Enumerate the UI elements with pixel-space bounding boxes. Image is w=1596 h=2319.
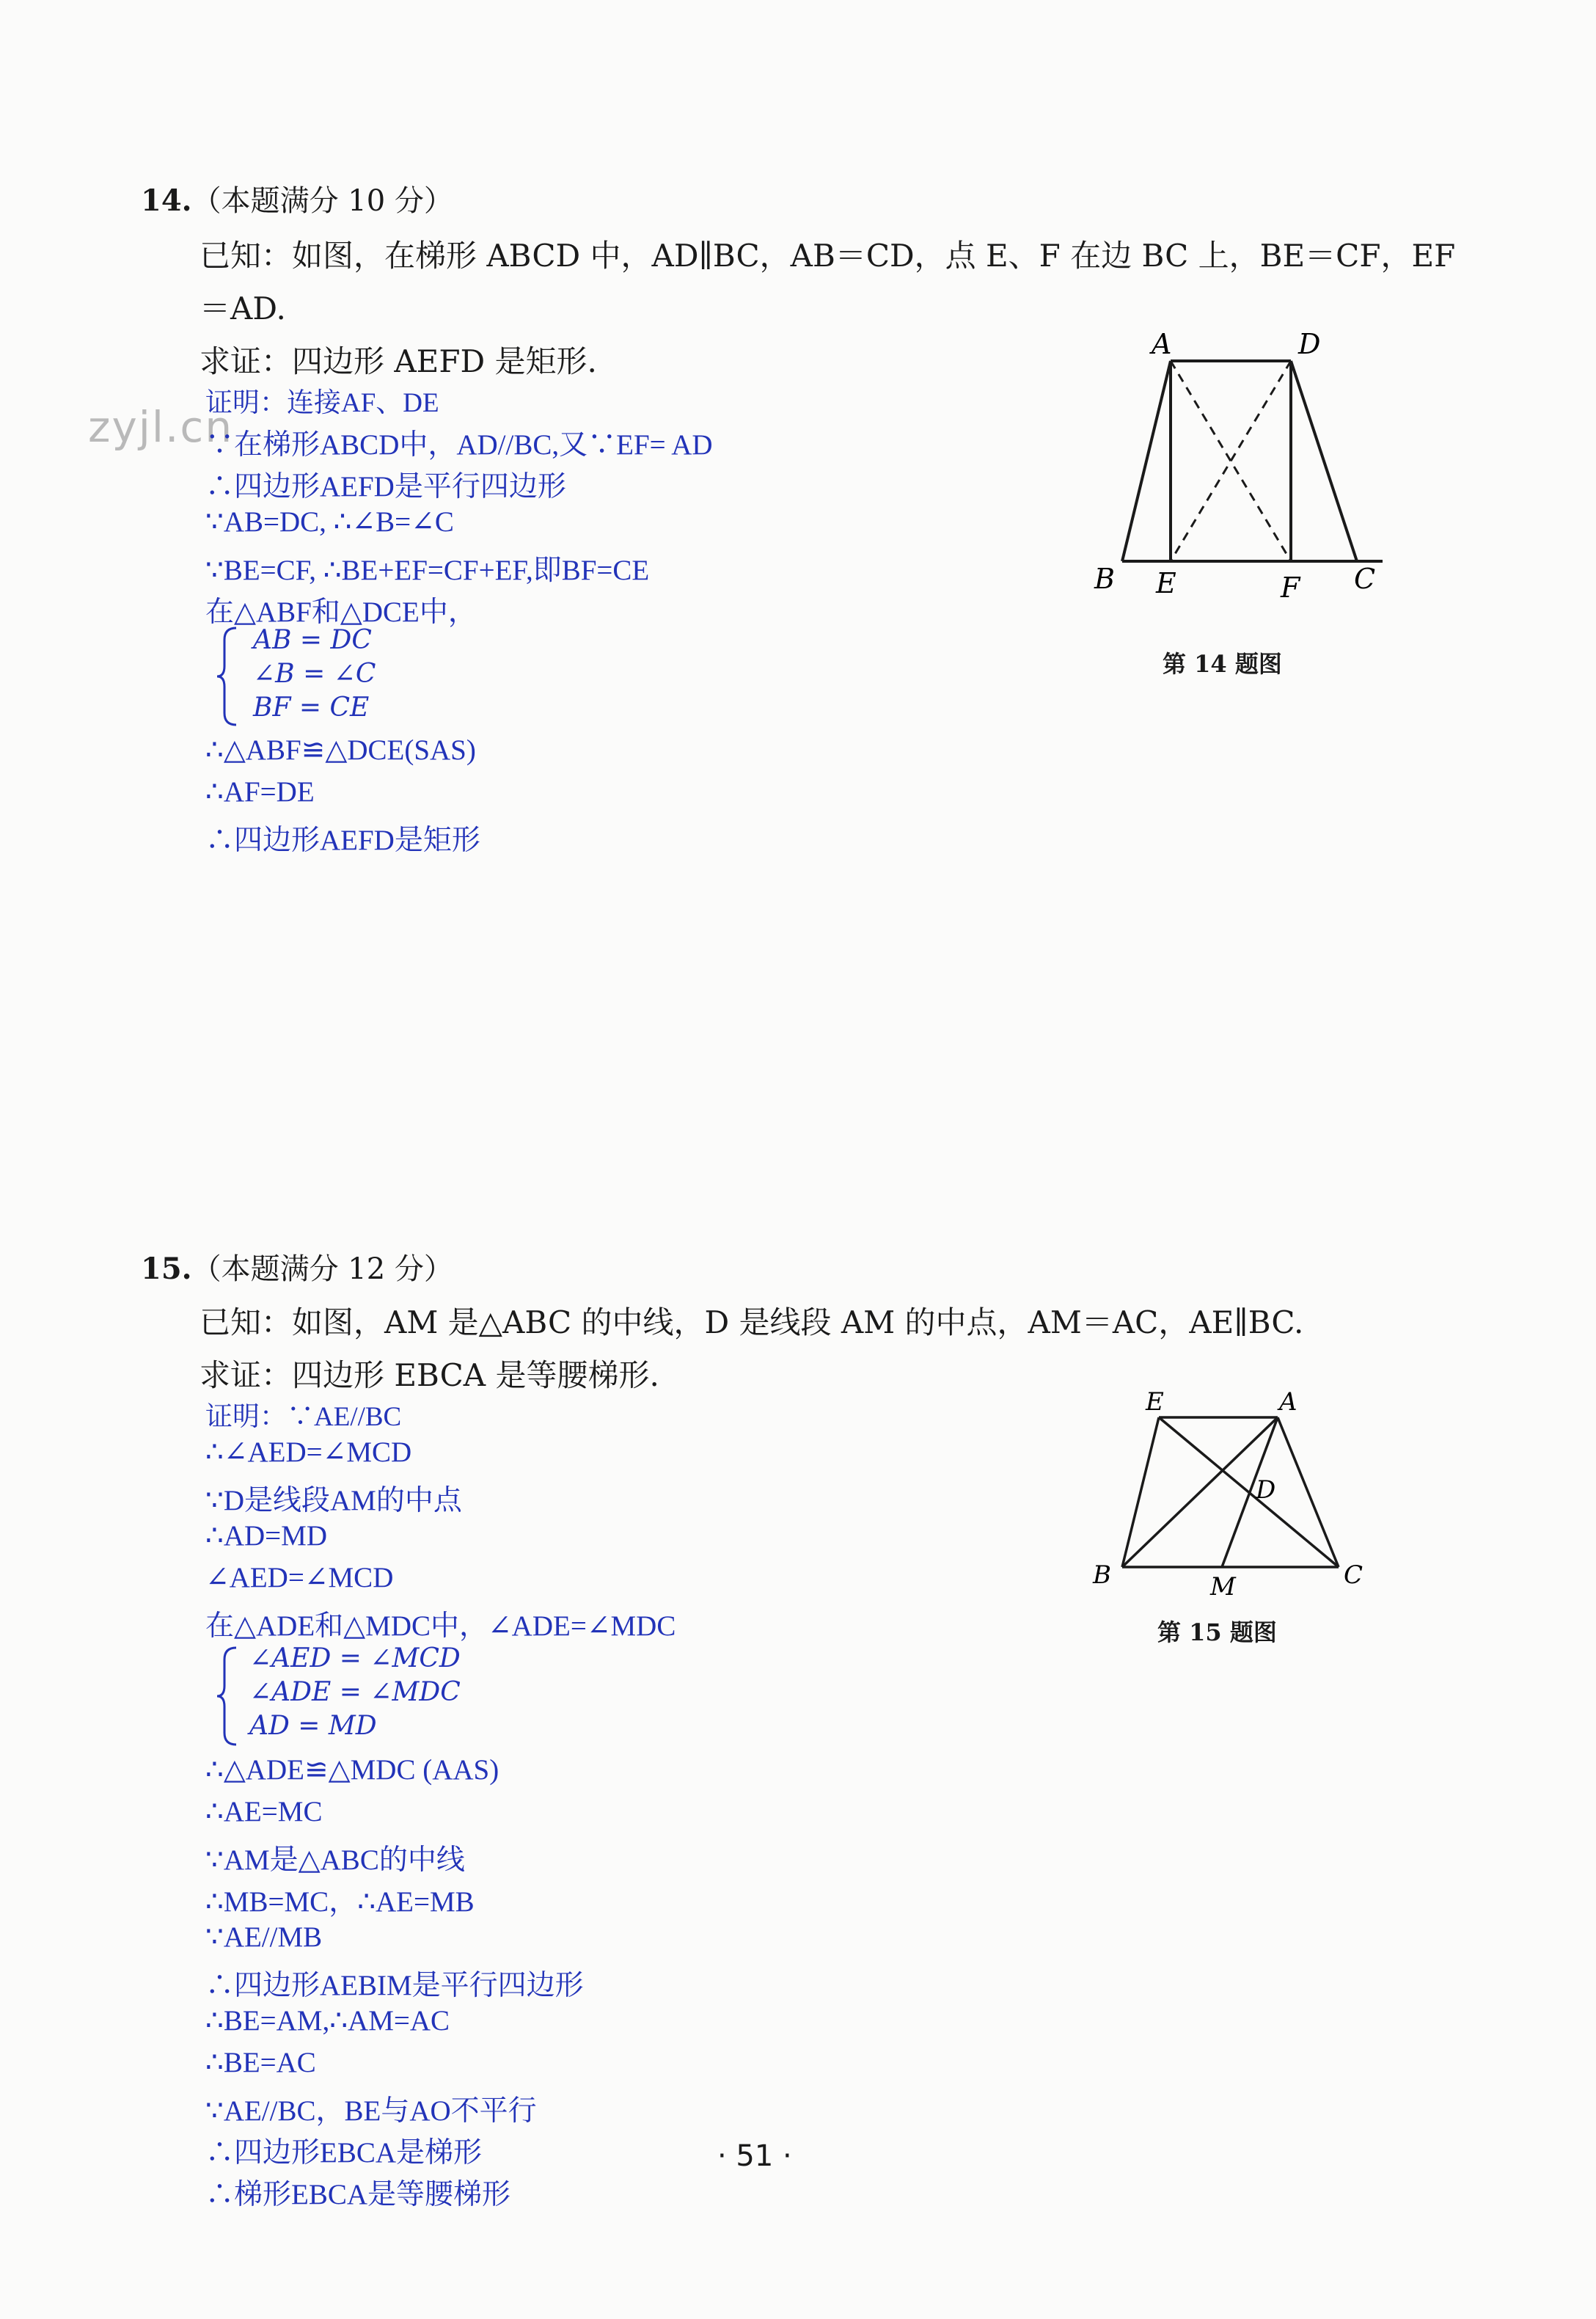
q15-system-brace xyxy=(213,1643,242,1750)
q15-label-b: B xyxy=(1093,1560,1111,1590)
q15-answer-line: ∴△ADE≌△MDC (AAS) xyxy=(205,1754,499,1786)
q14-header xyxy=(141,178,453,219)
q15-answer-line: ∴MB=MC，∴AE=MB xyxy=(205,1886,475,1918)
q15-prove: 求证：四边形 EBCA 是等腰梯形. xyxy=(200,1357,659,1393)
q15-label-c: C xyxy=(1344,1560,1363,1590)
watermark: zyjl.cn xyxy=(88,402,234,452)
q14-given-line2: ＝AD. xyxy=(200,291,286,326)
q14-label-d: D xyxy=(1298,328,1321,360)
q15-system-row: ∠AED = ∠MCD xyxy=(249,1643,461,1673)
q15-answer-line: ∵AM是△ABC的中线 xyxy=(205,1844,465,1876)
q14-label-f: F xyxy=(1281,571,1300,604)
q15-system-row: AD = MD xyxy=(249,1711,377,1741)
q14-answer-line: ∵AB=DC, ∴∠B=∠C xyxy=(205,506,454,538)
q14-system xyxy=(253,625,376,726)
q15-answer-line: ∠AED=∠MCD xyxy=(205,1562,394,1593)
q14-label-c: C xyxy=(1354,563,1376,595)
q14-system-row: BF = CE xyxy=(253,693,370,723)
q15-answer-line: ∵D是线段AM的中点 xyxy=(205,1485,462,1516)
q14-score: （本题满分 10 分） xyxy=(191,184,453,218)
q14-given-line1: 已知：如图，在梯形 ABCD 中，AD∥BC，AB＝CD，点 E、F 在边 BC 上，BE＝CF，EF xyxy=(200,238,1456,274)
q14-caption: 第 14 题图 xyxy=(1163,650,1282,678)
q15-score: （本题满分 12 分） xyxy=(191,1252,453,1286)
q14-prove: 求证：四边形 AEFD 是矩形. xyxy=(200,343,597,379)
q15-label-a: A xyxy=(1279,1387,1297,1417)
q15-answer-line: ∴AE=MC xyxy=(205,1796,323,1827)
q14-answer-line: ∴△ABF≌△DCE(SAS) xyxy=(205,734,476,766)
q15-answer-line: ∴BE=AM,∴AM=AC xyxy=(205,2005,450,2037)
q15-answer-line: ∴梯形EBCA是等腰梯形 xyxy=(205,2179,511,2210)
q15-number: 15. xyxy=(141,1252,192,1286)
q15-given-line1: 已知：如图，AM 是△ABC 的中线，D 是线段 AM 的中点，AM＝AC，AE∥BC. xyxy=(200,1304,1304,1340)
q15-label-e: E xyxy=(1146,1387,1164,1417)
q15-answer-line: ∵AE//MB xyxy=(205,1921,323,1953)
q15-system-row: ∠ADE = ∠MDC xyxy=(249,1677,461,1707)
q15-answer-line: 在△ADE和△MDC中，∠ADE=∠MDC xyxy=(205,1610,676,1642)
q14-answer-line: 证明：连接AF、DE xyxy=(205,388,439,418)
q14-label-a: A xyxy=(1152,328,1172,360)
q15-answer-line: ∴BE=AC xyxy=(205,2047,316,2078)
q15-label-m: M xyxy=(1210,1572,1236,1599)
q15-label-d: D xyxy=(1256,1475,1276,1505)
q14-answer-line: ∴四边形AEFD是矩形 xyxy=(205,825,480,856)
q15-answer-line: ∴四边形AEBIM是平行四边形 xyxy=(205,1970,584,2001)
q15-caption: 第 15 题图 xyxy=(1157,1618,1277,1646)
q15-answer-line: ∴AD=MD xyxy=(205,1520,327,1552)
q14-answer-line: 在△ABF和△DCE中， xyxy=(205,596,477,628)
q14-number: 14. xyxy=(141,183,192,218)
q14-answer-line: ∴AF=DE xyxy=(205,776,315,808)
page-number: · 51 · xyxy=(717,2139,792,2173)
q14-answer xyxy=(205,380,713,626)
q14-answer-line: ∴四边形AEFD是平行四边形 xyxy=(205,471,566,503)
q14-answer-after xyxy=(205,734,480,859)
q15-system xyxy=(249,1643,461,1745)
q15-answer-line: ∴∠AED=∠MCD xyxy=(205,1436,412,1468)
q14-system-row: AB = DC xyxy=(253,625,372,655)
q14-label-e: E xyxy=(1156,567,1176,599)
q14-answer-line: ∵在梯形ABCD中，AD//BC,又∵EF= AD xyxy=(205,429,713,461)
q15-header xyxy=(141,1246,453,1288)
q15-answer-after xyxy=(205,1753,584,2213)
q14-figure xyxy=(1078,323,1416,616)
q15-answer-line: 证明：∵AE//BC xyxy=(205,1402,402,1432)
q14-system-brace xyxy=(213,624,242,730)
q14-answer-line: ∵BE=CF, ∴BE+EF=CF+EF,即BF=CE xyxy=(205,555,650,586)
q14-label-b: B xyxy=(1094,563,1115,595)
q15-answer xyxy=(205,1394,676,1640)
q15-answer-line: ∵AE//BC，BE与AO不平行 xyxy=(205,2095,537,2127)
q15-figure xyxy=(1078,1379,1386,1599)
q15-answer-line: ∴四边形EBCA是梯形 xyxy=(205,2137,483,2169)
q14-system-row: ∠B = ∠C xyxy=(253,659,376,689)
